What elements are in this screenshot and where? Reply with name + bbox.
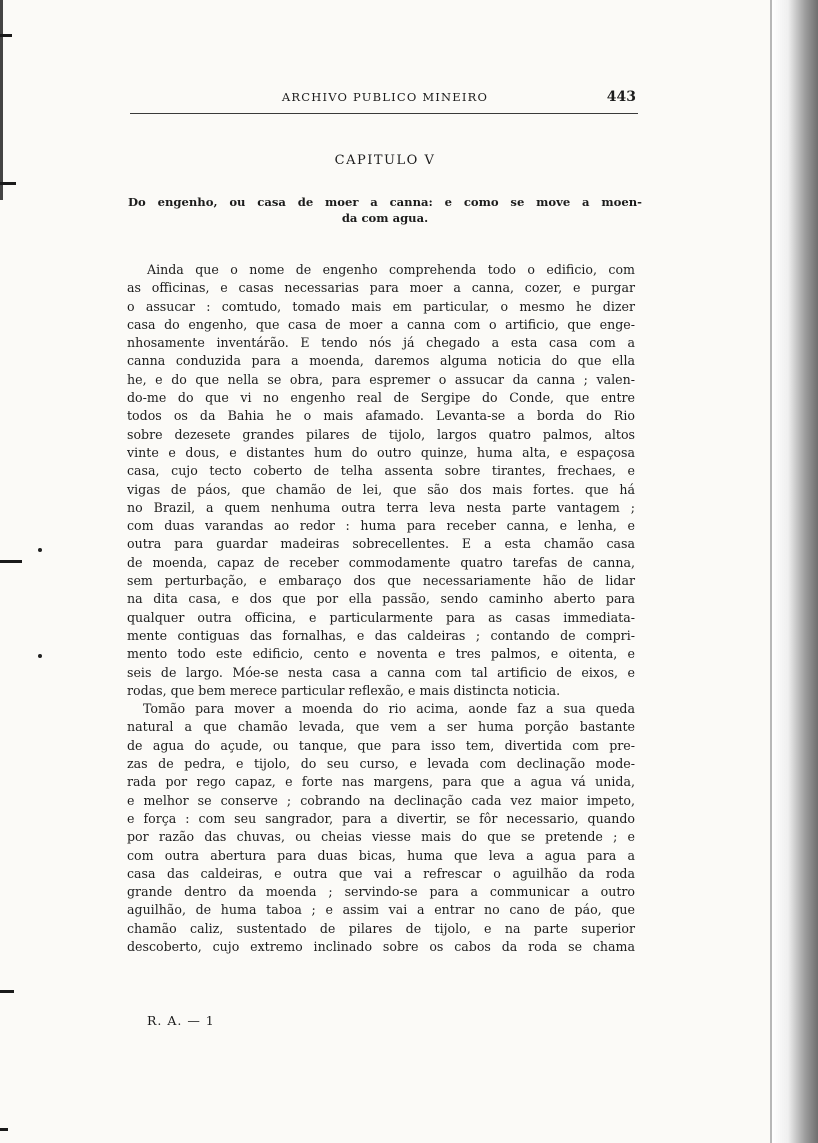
text-line: descoberto, cujo extremo inclinado sobre os cabos da roda se chama [127,938,635,954]
text-line: no Brazil, a quem nenhuma outra terra leva nesta parte vantagem ; [127,499,635,515]
text-line: natural a que chamão levada, que vem a ser huma porção bastante [127,719,635,735]
running-head [130,90,640,112]
header-rule [130,113,638,114]
text-line: canna conduzida para a moenda, daremos alguma noticia do que ella [127,353,635,369]
text-line: vinte e dous, e distantes hum do outro quinze, huma alta, e espaçosa [127,444,635,460]
text-line: de moenda, capaz de receber commodamente quatro tarefas de canna, [127,554,635,570]
text-line: outra para guardar madeiras sobrecellentes. E a esta chamão casa [127,536,635,552]
body-text [127,261,635,956]
section-heading [128,195,642,225]
page-number: 443 [606,89,636,105]
signature-mark: R. A. — 1 [147,1013,215,1028]
text-line: chamão caliz, sustentado de pilares de tijolo, e na parte superior [127,920,635,936]
chapter-title: CAPITULO V [334,153,436,168]
text-line: nhosamente inventárão. E tendo nós já chegado a esta casa com a [127,335,635,351]
text-line: e melhor se conserve ; cobrando na declinação cada vez maior impeto, [127,792,635,808]
text-line: na dita casa, e dos que por ella passão, sendo caminho aberto para [127,591,635,607]
text-line: com outra abertura para duas bicas, huma que leva a agua para a [127,847,635,863]
section-heading-line: da com agua. [341,211,429,225]
text-line: he, e do que nella se obra, para espremer o assucar da canna ; valen- [127,371,635,387]
text-line: vigas de páos, que chamão de lei, que são dos mais fortes. que há [127,481,635,497]
text-line: as officinas, e casas necessarias para moer a canna, cozer, e purgar [127,280,635,296]
text-line: sem perturbação, e embaraço dos que necessariamente hão de lidar [127,573,635,589]
scan-edge-shadow [772,0,818,1143]
text-line: por razão das chuvas, ou cheias viesse mais do que se pretende ; e [127,829,635,845]
section-heading-line: Do engenho, ou casa de moer a canna: e como se move a moen- [128,195,642,209]
text-line: rodas, que bem merece particular reflexão, e mais distincta noticia. [127,682,561,698]
text-line: todos os da Bahia he o mais afamado. Levanta-se a borda do Rio [127,408,635,424]
text-line: de agua do açude, ou tanque, que para isso tem, divertida com pre- [127,737,635,753]
text-line: e força : com seu sangrador, para a divertir, se fôr necessario, quando [127,810,635,826]
text-line: sobre dezesete grandes pilares de tijolo, largos quatro palmos, altos [127,426,635,442]
running-head-title: ARCHIVO PUBLICO MINEIRO [281,90,489,104]
text-line: Ainda que o nome de engenho comprehenda todo o edificio, com [147,262,635,277]
text-line: casa do engenho, que casa de moer a canna com o artificio, que enge- [127,316,635,332]
text-line: qualquer outra officina, e particularmente para as casas immediata- [127,609,635,625]
margin-mark [0,34,12,37]
text-line: rada por rego capaz, e forte nas margens, para que a agua vá unida, [127,774,635,790]
margin-mark [0,0,3,200]
margin-mark [0,560,22,563]
margin-mark [0,1128,8,1131]
margin-mark [0,182,16,185]
margin-mark [0,990,14,993]
text-line: seis de largo. Móe-se nesta casa a canna com tal artificio de eixos, e [127,664,635,680]
text-line: mento todo este edificio, cento e noventa e tres palmos, e oitenta, e [127,646,635,662]
text-line: aguilhão, de huma taboa ; e assim vai a entrar no cano de páo, que [127,902,635,918]
text-line: o assucar : comtudo, tomado mais em particular, o mesmo he dizer [127,298,635,314]
text-line: zas de pedra, e tijolo, do seu curso, e levada com declinação mode- [127,756,635,772]
text-line: com duas varandas ao redor : huma para receber canna, e lenha, e [127,518,635,534]
text-line: Tomão para mover a moenda do rio acima, aonde faz a sua queda [143,701,635,717]
text-line: mente contiguas das fornalhas, e das caldeiras ; contando de compri- [127,627,635,643]
margin-dot [38,548,42,552]
text-line: casa das caldeiras, e outra que vai a refrescar o aguilhão da roda [127,865,635,881]
margin-dot [38,654,42,658]
text-line: casa, cujo tecto coberto de telha assenta sobre tirantes, frechaes, e [127,463,635,479]
text-line: grande dentro da moenda ; servindo-se para a communicar a outro [127,884,635,900]
text-line: do-me do que vi no engenho real de Sergipe do Conde, que entre [127,390,635,406]
